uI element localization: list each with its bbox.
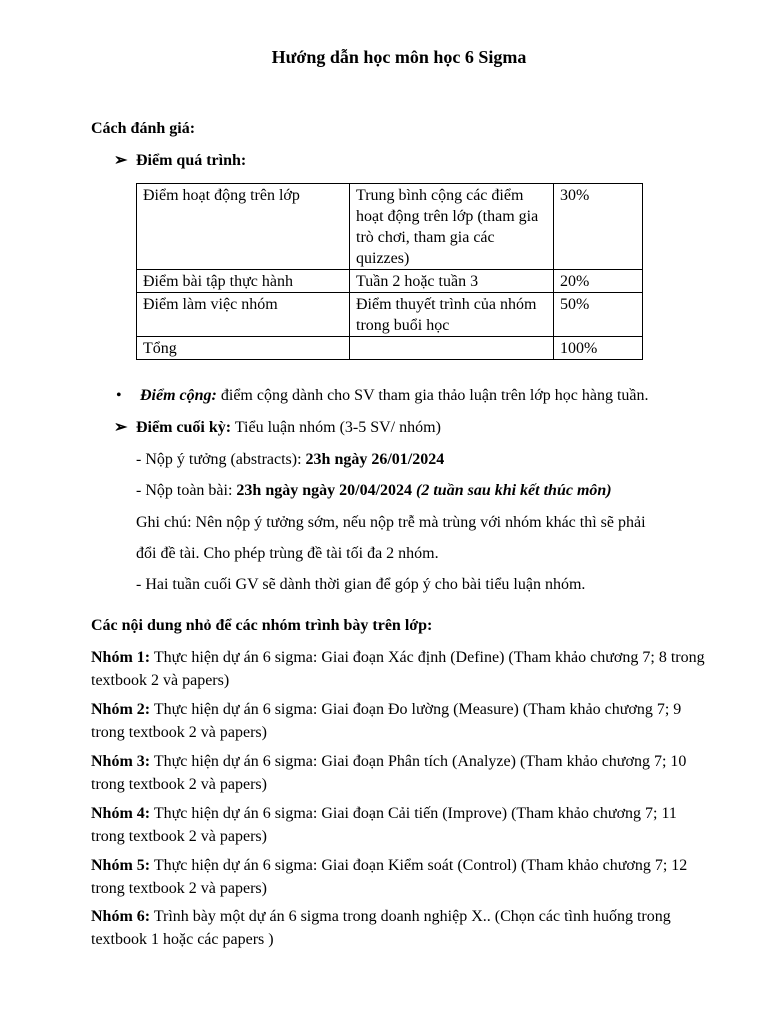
table-cell-method: Tuần 2 hoặc tuần 3 bbox=[350, 270, 554, 293]
group-item bbox=[91, 854, 711, 900]
group-label: Nhóm 5: bbox=[91, 857, 151, 874]
feedback-line: - Hai tuần cuối GV sẽ dành thời gian để góp ý cho bài tiểu luận nhóm. bbox=[136, 576, 586, 593]
full-deadline: 23h ngày ngày 20/04/2024 bbox=[236, 482, 413, 499]
table-cell-method: Trung bình cộng các điểm hoạt động trên lớp (tham gia trò chơi, tham gia các quizzes) bbox=[350, 184, 554, 270]
group-item bbox=[91, 698, 711, 744]
abstract-deadline: 23h ngày 26/01/2024 bbox=[305, 451, 445, 468]
table-row bbox=[137, 337, 643, 360]
group-text: Thực hiện dự án 6 sigma: Giai đoạn Đo lường (Measure) (Tham khảo chương 7; 9 trong textbook 2 và papers) bbox=[91, 701, 682, 741]
group-label: Nhóm 2: bbox=[91, 701, 151, 718]
table-cell-weight: 100% bbox=[554, 337, 643, 360]
full-deadline-note: (2 tuần sau khi kết thúc môn) bbox=[412, 482, 612, 499]
bonus-score-item bbox=[116, 387, 649, 405]
process-score-label: Điểm quá trình: bbox=[136, 152, 247, 169]
group-text: Thực hiện dự án 6 sigma: Giai đoạn Cải tiến (Improve) (Tham khảo chương 7; 11 trong textbook 2 và papers) bbox=[91, 805, 677, 845]
full-prefix: - Nộp toàn bài: bbox=[136, 482, 237, 499]
table-cell-weight: 20% bbox=[554, 270, 643, 293]
bullet-dot-icon: • bbox=[116, 387, 122, 404]
document-title: Hướng dẫn học môn học 6 Sigma bbox=[271, 47, 527, 67]
group-text: Thực hiện dự án 6 sigma: Giai đoạn Xác định (Define) (Tham khảo chương 7; 8 trong textbook 2 và papers) bbox=[91, 649, 705, 689]
table-cell-weight: 30% bbox=[554, 184, 643, 270]
table-cell-weight: 50% bbox=[554, 293, 643, 337]
table-cell-item: Điểm hoạt động trên lớp bbox=[137, 184, 350, 270]
table-cell-item: Điểm bài tập thực hành bbox=[137, 270, 350, 293]
group-label: Nhóm 1: bbox=[91, 649, 151, 666]
process-score-item bbox=[114, 151, 246, 171]
grading-table bbox=[136, 183, 643, 360]
table-cell-item: Điểm làm việc nhóm bbox=[137, 293, 350, 337]
group-label: Nhóm 3: bbox=[91, 753, 151, 770]
table-cell-item: Tổng bbox=[137, 337, 350, 360]
final-score-item bbox=[114, 418, 441, 438]
arrow-bullet-icon: ➢ bbox=[114, 152, 128, 169]
topics-heading: Các nội dung nhỏ để các nhóm trình bày trên lớp: bbox=[91, 617, 433, 634]
arrow-bullet-icon: ➢ bbox=[114, 419, 128, 436]
group-item bbox=[91, 802, 711, 848]
group-text: Thực hiện dự án 6 sigma: Giai đoạn Kiểm soát (Control) (Tham khảo chương 7; 12 trong textbook 2 và papers) bbox=[91, 857, 688, 897]
evaluation-heading: Cách đánh giá: bbox=[91, 120, 196, 137]
abstract-deadline-line bbox=[136, 450, 444, 470]
group-text: Thực hiện dự án 6 sigma: Giai đoạn Phân tích (Analyze) (Tham khảo chương 7; 10 trong textbook 2 và papers) bbox=[91, 753, 687, 793]
group-text: Trình bày một dự án 6 sigma trong doanh nghiệp X.. (Chọn các tình huống trong textbook 1 hoặc các papers ) bbox=[91, 908, 671, 948]
note-line-1: Ghi chú: Nên nộp ý tưởng sớm, nếu nộp trễ mà trùng với nhóm khác thì sẽ phải bbox=[136, 514, 646, 531]
group-item bbox=[91, 646, 711, 692]
abstract-prefix: - Nộp ý tưởng (abstracts): bbox=[136, 451, 306, 468]
table-row bbox=[137, 293, 643, 337]
group-item bbox=[91, 750, 711, 796]
full-deadline-line bbox=[136, 481, 612, 501]
group-item bbox=[91, 905, 711, 951]
table-cell-method: Điểm thuyết trình của nhóm trong buổi học bbox=[350, 293, 554, 337]
note-line-2: đổi đề tài. Cho phép trùng đề tài tối đa 2 nhóm. bbox=[136, 545, 439, 562]
table-cell-method bbox=[350, 337, 554, 360]
final-score-label: Điểm cuối kỳ: bbox=[136, 419, 232, 436]
table-row bbox=[137, 270, 643, 293]
final-score-text: Tiểu luận nhóm (3-5 SV/ nhóm) bbox=[231, 419, 441, 436]
group-label: Nhóm 6: bbox=[91, 908, 151, 925]
group-label: Nhóm 4: bbox=[91, 805, 151, 822]
table-row bbox=[137, 184, 643, 270]
bonus-score-text: điểm cộng dành cho SV tham gia thảo luận trên lớp học hàng tuần. bbox=[216, 387, 649, 404]
bonus-score-label: Điểm cộng: bbox=[140, 387, 217, 404]
